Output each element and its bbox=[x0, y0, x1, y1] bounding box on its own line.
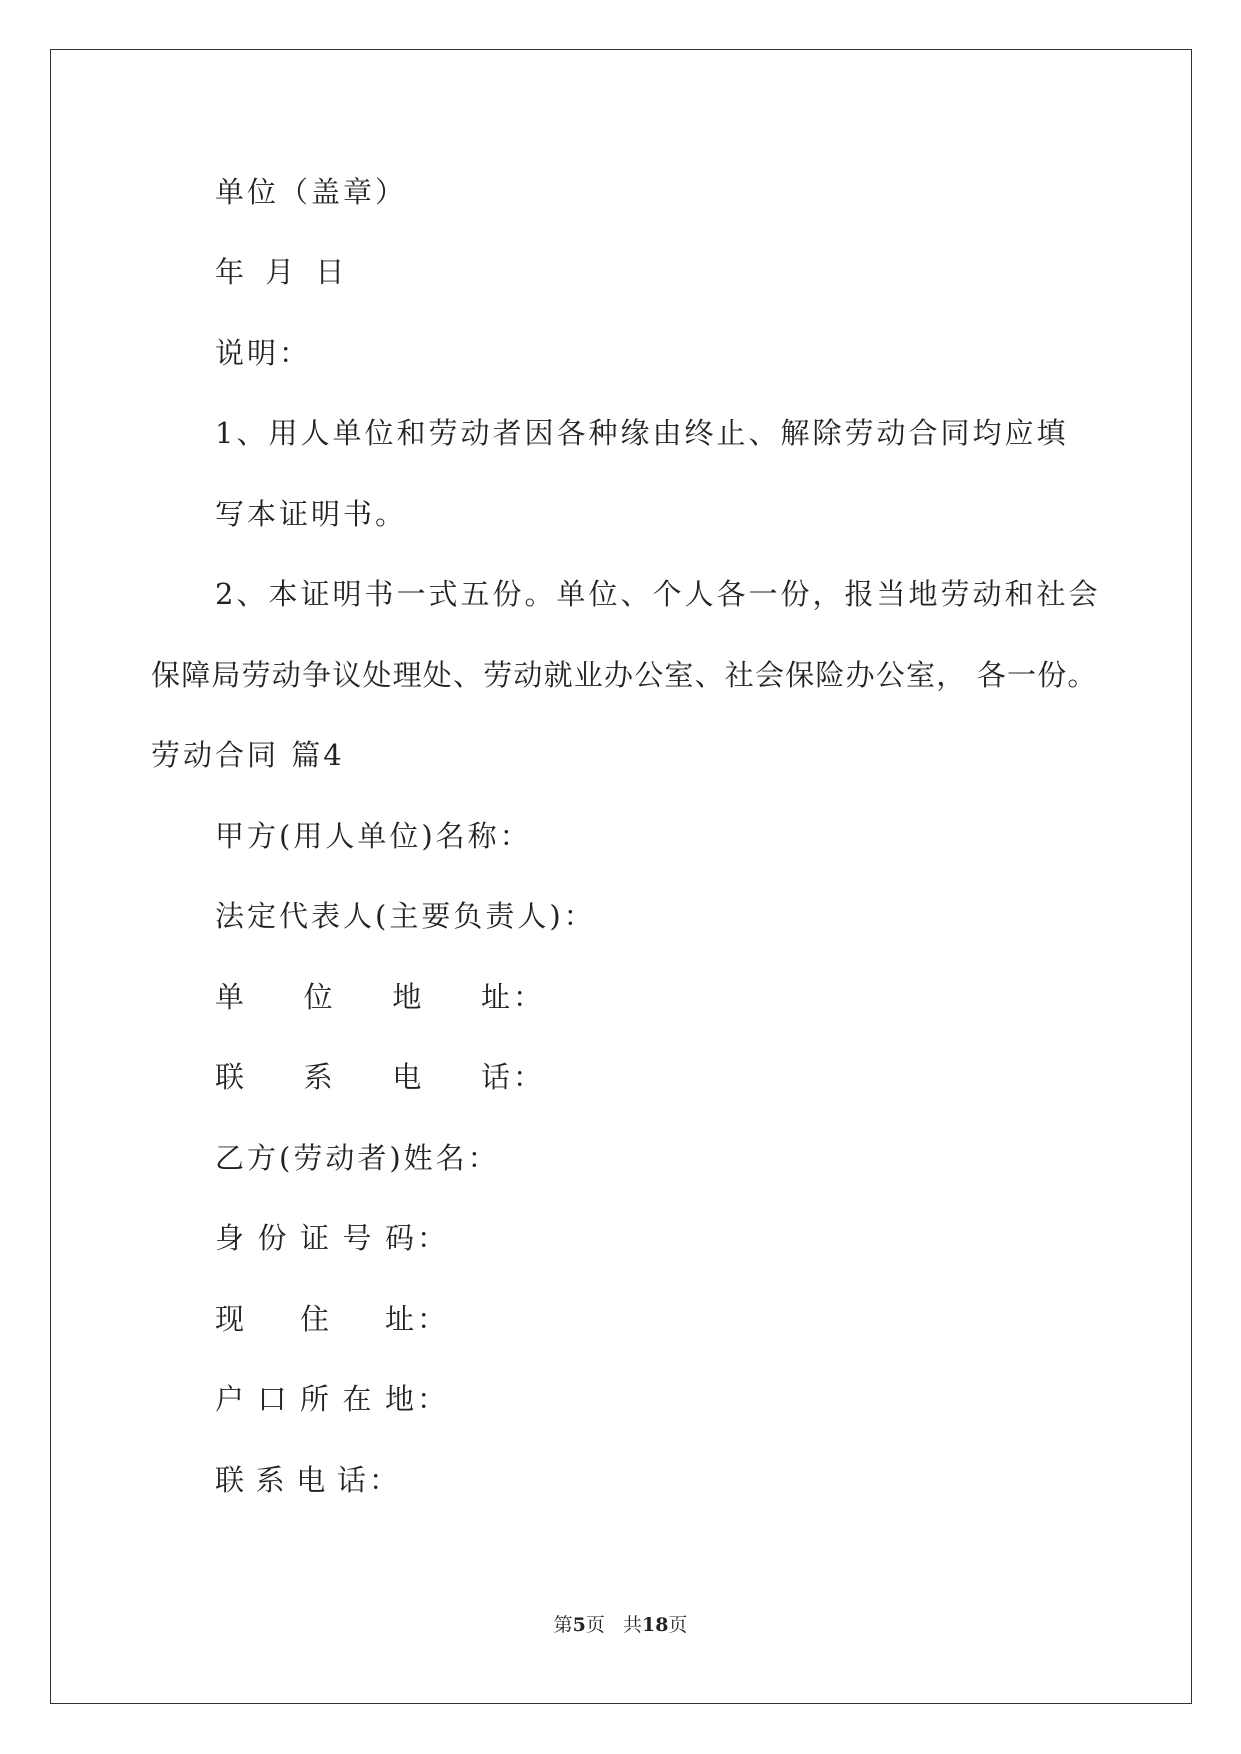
field-char: 地： bbox=[384, 1382, 449, 1416]
current-address-field bbox=[215, 1299, 449, 1339]
field-char: 单 bbox=[215, 980, 248, 1014]
field-char: 住 bbox=[299, 1302, 332, 1336]
field-char: 电 bbox=[296, 1463, 329, 1497]
field-char: 现 bbox=[215, 1302, 248, 1336]
field-char: 系 bbox=[255, 1463, 288, 1497]
date-line: 年 月 日 bbox=[215, 255, 348, 289]
note-2-line-2: 保障局劳动争议处理处、劳动就业办公室、社会保险办公室， 各一份。 bbox=[151, 658, 1098, 692]
worker-phone-field bbox=[215, 1460, 401, 1500]
footer-total-suffix: 页 bbox=[668, 1614, 688, 1636]
field-char: 号 bbox=[342, 1221, 375, 1255]
field-char: 在 bbox=[342, 1382, 375, 1416]
total-page-count: 18 bbox=[641, 1614, 669, 1636]
company-address-field bbox=[215, 977, 545, 1017]
field-char: 电 bbox=[392, 1060, 425, 1094]
footer-page-suffix: 页 bbox=[585, 1614, 605, 1636]
field-char: 身 bbox=[215, 1221, 248, 1255]
field-char: 地 bbox=[392, 980, 425, 1014]
field-char: 联 bbox=[215, 1060, 248, 1094]
section-heading: 劳动合同 篇4 bbox=[151, 738, 345, 772]
footer-prefix: 第 bbox=[553, 1614, 573, 1636]
current-page-number: 5 bbox=[572, 1614, 586, 1636]
field-char: 位 bbox=[303, 980, 336, 1014]
field-char: 份 bbox=[257, 1221, 290, 1255]
field-char: 口 bbox=[257, 1382, 290, 1416]
field-char: 所 bbox=[299, 1382, 332, 1416]
id-number-field bbox=[215, 1218, 449, 1258]
field-char: 码： bbox=[384, 1221, 449, 1255]
company-phone-field bbox=[215, 1057, 545, 1097]
field-char: 话： bbox=[480, 1060, 545, 1094]
field-char: 址： bbox=[480, 980, 545, 1014]
footer-total-prefix: 共 bbox=[622, 1614, 642, 1636]
note-1-line-1: 1、用人单位和劳动者因各种缘由终止、解除劳动合同均应填 bbox=[215, 416, 1069, 450]
field-char: 户 bbox=[215, 1382, 248, 1416]
field-char: 证 bbox=[299, 1221, 332, 1255]
page-border bbox=[50, 49, 1192, 1704]
household-registration-field bbox=[215, 1379, 449, 1419]
note-1-line-2: 写本证明书。 bbox=[215, 497, 408, 531]
seal-line: 单位（盖章） bbox=[215, 175, 408, 209]
field-char: 址： bbox=[384, 1302, 449, 1336]
field-char: 话： bbox=[336, 1463, 401, 1497]
field-char: 联 bbox=[215, 1463, 248, 1497]
page-footer bbox=[0, 1612, 1241, 1638]
field-char: 系 bbox=[303, 1060, 336, 1094]
party-a-name-field: 甲方(用人单位)名称： bbox=[215, 819, 532, 853]
note-2-line-1: 2、本证明书一式五份。单位、个人各一份，报当地劳动和社会 bbox=[215, 577, 1101, 611]
party-b-name-field: 乙方(劳动者)姓名： bbox=[215, 1141, 500, 1175]
notes-heading: 说明： bbox=[215, 336, 312, 370]
legal-representative-field: 法定代表人(主要负责人)： bbox=[215, 899, 596, 933]
